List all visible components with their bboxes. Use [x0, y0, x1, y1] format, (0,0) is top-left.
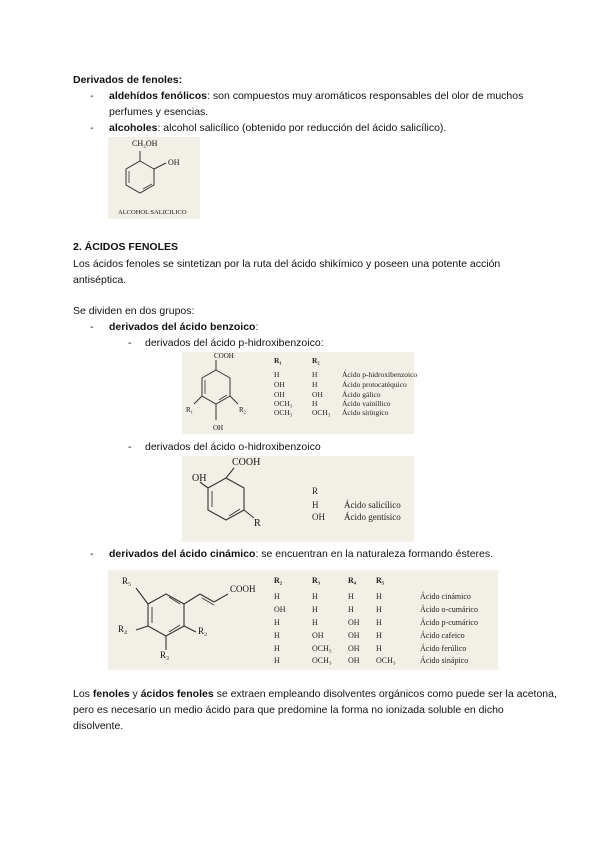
bullet-dash: -	[90, 321, 94, 333]
label-r1: R₁	[186, 406, 194, 414]
bullet-aldehidos-cont: perfumes y esencias.	[109, 106, 209, 118]
table-cell: H	[348, 605, 354, 614]
table-cell: H	[376, 592, 382, 601]
table-cell: OCH₃	[274, 399, 293, 408]
label-oh: OH	[192, 473, 207, 484]
table-cell: H	[376, 605, 382, 614]
table-cell: OH	[274, 390, 285, 399]
table-cell: H	[312, 500, 319, 510]
table-cell: Ácido o-cumárico	[420, 605, 478, 614]
table-cell: Ácido ferúlico	[420, 644, 467, 653]
label-ch2oh: CH₂OH	[132, 139, 158, 148]
table-cell: OH	[274, 605, 286, 614]
sub-bullet-o-hidroxibenzoico: derivados del ácido o-hidroxibenzoico	[145, 441, 321, 453]
table-cell: Ácido p-cumárico	[420, 618, 478, 627]
table-cell: H	[274, 631, 280, 640]
label-cooh: COOH	[230, 584, 256, 594]
table-cell: OH	[348, 631, 360, 640]
table-cell: OH	[312, 512, 325, 522]
table-cell: H	[274, 618, 280, 627]
table-header: R₅	[376, 576, 385, 585]
sub-bullet-dash: -	[128, 337, 132, 349]
table-cell: Ácido cinámico	[420, 592, 471, 601]
benzene-ring-icon	[108, 137, 200, 219]
label-r3: R₃	[160, 650, 170, 660]
sub-bullet-dash: -	[128, 441, 132, 453]
table-cell: OH	[348, 656, 360, 665]
table-cell: H	[274, 656, 280, 665]
figure-alcohol-salicilico	[108, 137, 200, 219]
table-cell: H	[274, 370, 280, 379]
bullet-dash: -	[90, 122, 94, 134]
table-cell: H	[274, 644, 280, 653]
table-cell: H	[274, 592, 280, 601]
paragraph-closing-line2: pero es necesario un medio ácido para que predomine la forma no ionizada soluble en dicho	[73, 704, 504, 716]
table-cell: Ácido protocatéquico	[342, 380, 407, 389]
bullet-dash: -	[90, 90, 94, 102]
bullet-dash: -	[90, 548, 94, 560]
table-cell: OCH₃	[312, 644, 332, 653]
figure-o-hidroxibenzoico	[182, 456, 414, 542]
table-o-hidroxibenzoico	[310, 486, 410, 536]
table-header: R	[312, 486, 319, 496]
paragraph-intro-cont: antiséptica.	[73, 274, 127, 286]
table-cell: H	[312, 370, 318, 379]
bullet-alcoholes: alcoholes: alcohol salicílico (obtenido por reducción del ácido salicílico).	[109, 122, 447, 134]
table-cell: H	[312, 380, 318, 389]
section-heading-acidos-fenoles: 2. ÁCIDOS FENOLES	[73, 241, 179, 253]
label-oh: OH	[213, 424, 224, 432]
paragraph-closing: Los fenoles y ácidos fenoles se extraen empleando disolventes orgánicos como puede ser la acetona,	[73, 688, 557, 700]
sub-bullet-p-hidroxibenzoico: derivados del ácido p-hidroxibenzoico:	[145, 337, 324, 349]
table-cell: OH	[312, 390, 323, 399]
section-heading-derivados: Derivados de fenoles:	[73, 74, 183, 86]
bullet-aldehidos: aldehídos fenólicos: son compuestos muy aromáticos responsables del olor de muchos	[109, 90, 524, 102]
table-cinamico	[272, 576, 496, 670]
table-cell: Ácido vainíllico	[342, 399, 391, 408]
table-header: R₁	[274, 356, 282, 365]
label-r: R	[254, 518, 261, 529]
table-cell: OCH₃	[312, 656, 332, 665]
label-r4: R₄	[118, 624, 128, 634]
table-header: R₂	[274, 576, 283, 585]
table-cell: Ácido gentísico	[344, 512, 401, 522]
table-cell: Ácido p-hidroxibenzoico	[342, 370, 418, 379]
table-cell: Ácido siríngico	[342, 408, 389, 417]
table-cell: H	[376, 618, 382, 627]
table-cell: OCH₃	[312, 408, 331, 417]
table-cell: H	[312, 399, 318, 408]
paragraph-intro: Los ácidos fenoles se sintetizan por la ruta del ácido shikímico y poseen una potente acción	[73, 258, 501, 270]
table-cell: H	[312, 605, 318, 614]
table-cell: OH	[312, 631, 324, 640]
table-cell: Ácido salicílico	[344, 500, 401, 510]
table-cell: H	[312, 592, 318, 601]
table-cell: H	[376, 644, 382, 653]
table-cell: OCH₃	[376, 656, 396, 665]
table-p-hidroxibenzoico	[272, 356, 418, 434]
paragraph-groups: Se dividen en dos grupos:	[73, 305, 195, 317]
table-cell: Ácido sinápico	[420, 656, 469, 665]
figure-p-hidroxibenzoico	[182, 352, 418, 434]
table-cell: OH	[348, 644, 360, 653]
table-cell: OH	[348, 618, 360, 627]
label-r2: R₂	[198, 626, 208, 636]
table-header: R₄	[348, 576, 357, 585]
table-cell: Ácido cafeico	[420, 631, 465, 640]
label-r5: R₅	[122, 576, 132, 586]
label-oh: OH	[168, 158, 180, 167]
paragraph-closing-line3: disolvente.	[73, 720, 124, 732]
table-cell: Ácido gálico	[342, 390, 381, 399]
table-cell: H	[312, 618, 318, 627]
table-cell: H	[348, 592, 354, 601]
figure-acido-cinamico	[108, 570, 498, 670]
table-cell: H	[376, 631, 382, 640]
label-cooh: COOH	[232, 457, 261, 468]
table-header: R₂	[312, 356, 320, 365]
label-r2: R₂	[239, 406, 247, 414]
table-cell: OH	[274, 380, 285, 389]
table-cell: OCH₃	[274, 408, 293, 417]
bullet-benzoico: derivados del ácido benzoico:	[109, 321, 259, 333]
bullet-cinamico: derivados del ácido cinámico: se encuentran en la naturaleza formando ésteres.	[109, 548, 494, 560]
table-header: R₃	[312, 576, 321, 585]
label-cooh: COOH	[214, 352, 234, 360]
figure-caption: ALCOHOL SALICILICO	[118, 209, 187, 216]
